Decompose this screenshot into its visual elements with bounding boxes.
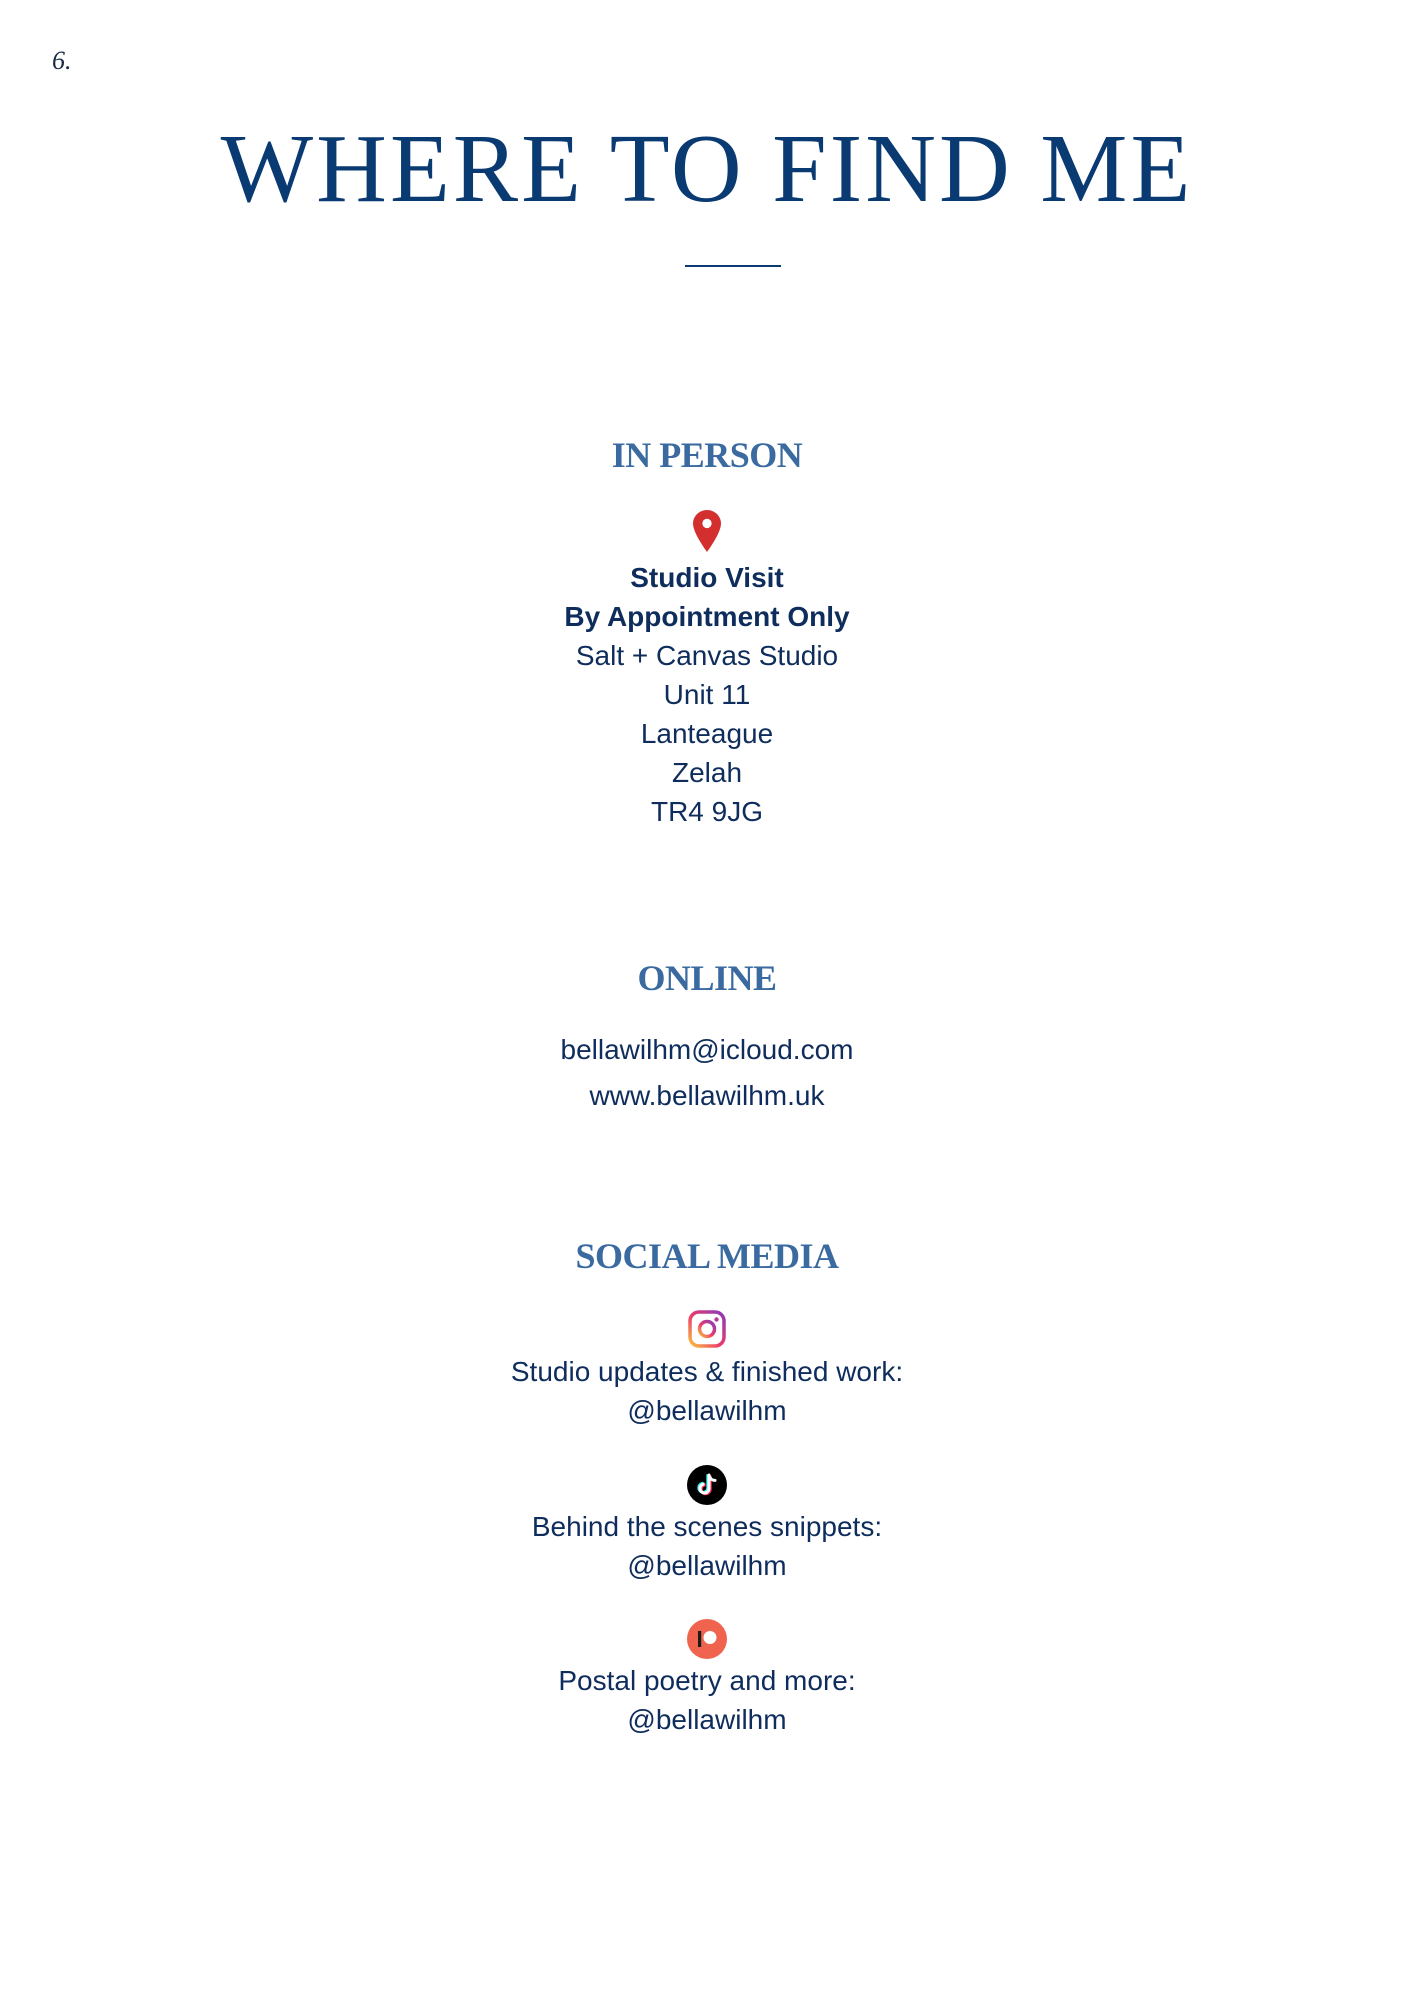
- patreon-entry: [0, 1661, 1414, 1739]
- address-line: Salt + Canvas Studio: [575, 640, 839, 671]
- tiktok-icon-wrap[interactable]: [0, 1465, 1414, 1505]
- patreon-icon-wrap[interactable]: [0, 1619, 1414, 1659]
- email-link[interactable]: bellawilhm@icloud.com: [560, 1034, 854, 1065]
- page-title: WHERE TO FIND ME: [220, 115, 1194, 223]
- address-line: Lanteague: [640, 718, 774, 749]
- address-line: Unit 11: [663, 679, 751, 710]
- map-pin-icon: [693, 510, 721, 552]
- tiktok-entry: [0, 1507, 1414, 1585]
- tiktok-description: Behind the scenes snippets:: [531, 1511, 883, 1542]
- patreon-handle[interactable]: @bellawilhm: [627, 1704, 787, 1735]
- appointment-label: By Appointment Only: [564, 601, 850, 632]
- in-person-details: [0, 558, 1414, 831]
- map-pin-icon-wrap: [0, 510, 1414, 552]
- in-person-heading: IN PERSON: [611, 435, 803, 475]
- patreon-description: Postal poetry and more:: [558, 1665, 856, 1696]
- instagram-description: Studio updates & finished work:: [510, 1356, 904, 1387]
- online-heading: ONLINE: [637, 958, 777, 998]
- page-number: 6.: [52, 46, 72, 75]
- tiktok-handle[interactable]: @bellawilhm: [627, 1550, 787, 1581]
- address-line: Zelah: [671, 757, 743, 788]
- studio-visit-label: Studio Visit: [630, 562, 784, 593]
- title-divider: [685, 265, 781, 267]
- instagram-icon-wrap[interactable]: [0, 1310, 1414, 1348]
- website-link[interactable]: www.bellawilhm.uk: [589, 1080, 825, 1111]
- address-line: TR4 9JG: [650, 796, 764, 827]
- social-media-heading: SOCIAL MEDIA: [575, 1236, 839, 1276]
- instagram-handle[interactable]: @bellawilhm: [627, 1395, 787, 1426]
- patreon-icon[interactable]: [687, 1619, 727, 1659]
- online-details: [0, 1027, 1414, 1119]
- instagram-icon[interactable]: [688, 1310, 726, 1348]
- tiktok-icon[interactable]: [687, 1465, 727, 1505]
- instagram-entry: [0, 1352, 1414, 1430]
